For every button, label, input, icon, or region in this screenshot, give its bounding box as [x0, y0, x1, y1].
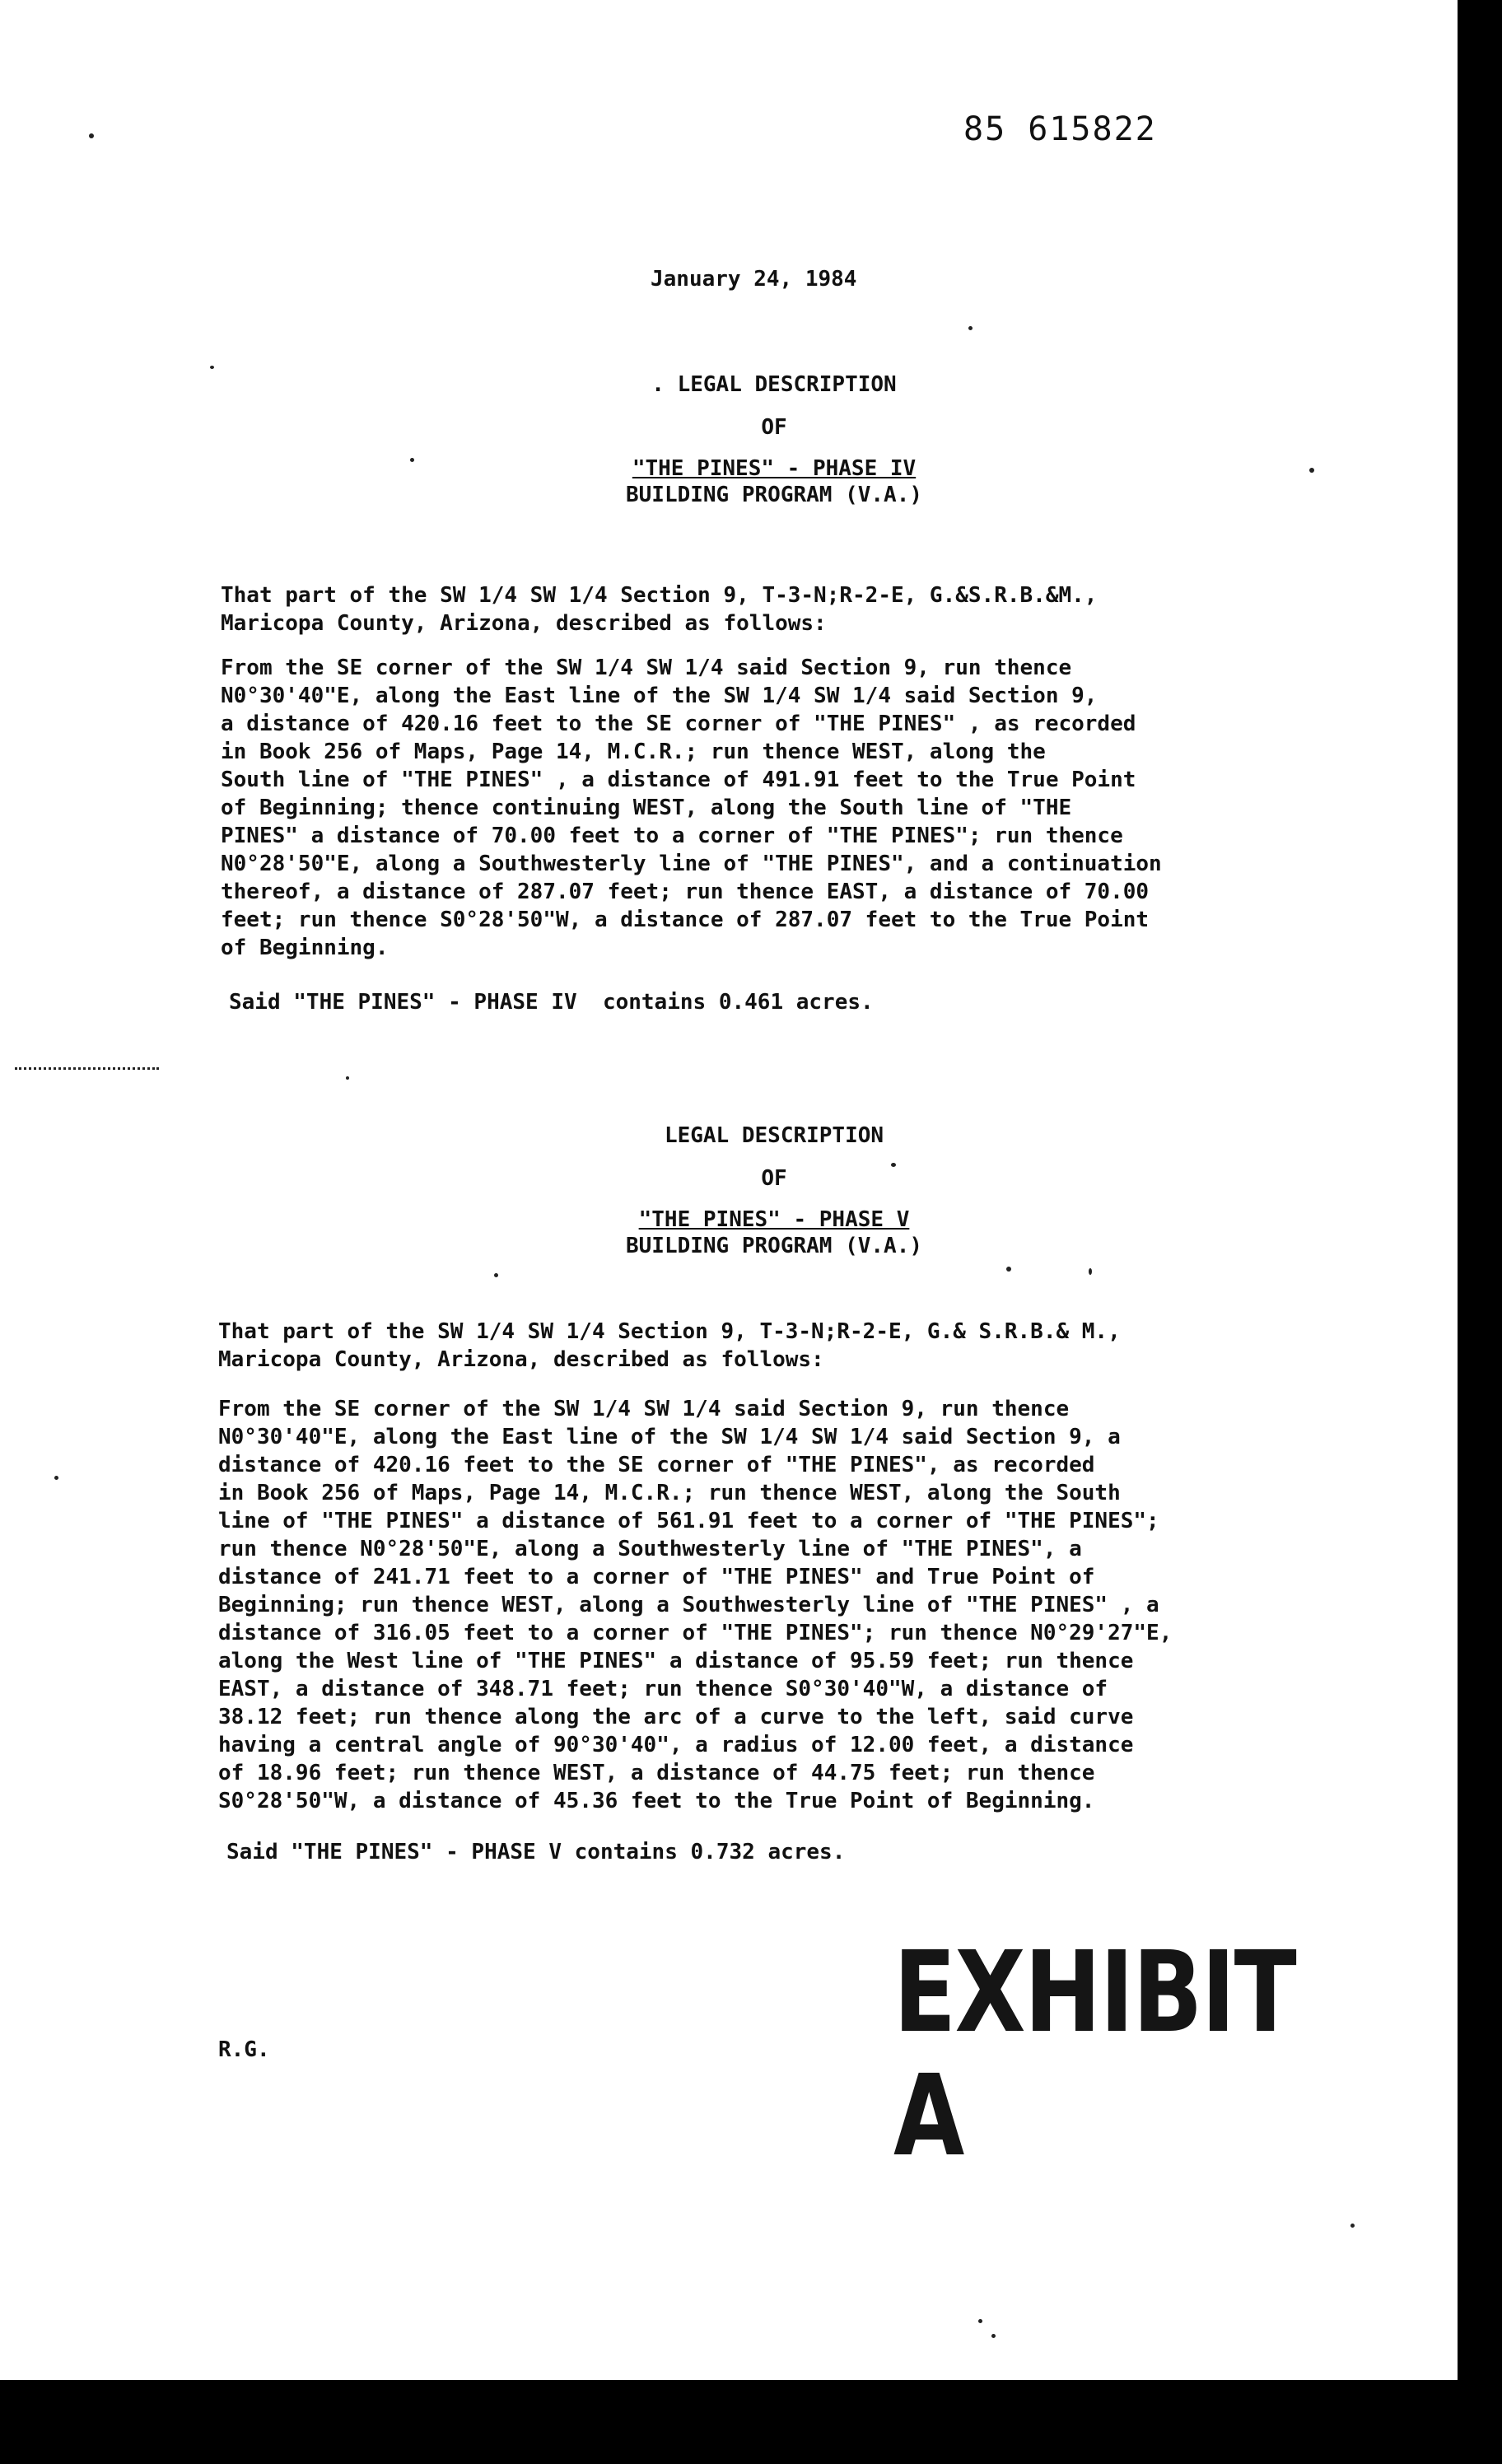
document-number: 85 615822	[963, 110, 1157, 148]
scan-dotted-mark	[15, 1067, 159, 1072]
scan-speck	[210, 366, 214, 369]
phase-iv-heading-of: OF	[761, 415, 787, 440]
phase-iv-heading-name	[486, 455, 1062, 483]
scan-speck	[891, 1163, 896, 1167]
scan-speck	[1089, 1268, 1092, 1275]
scan-speck	[54, 1476, 58, 1480]
exhibit-stamp: EXHIBIT A	[893, 1928, 1296, 2182]
scan-speck	[410, 458, 414, 462]
phase-v-description: From the SE corner of the SW 1/4 SW 1/4 said Section 9, run thence N0°30'40"E, along the East line of the SW 1/4 SW 1/4 said Section 9, a distance of 420.16 feet to the SE corner of "THE PINES", as recorded in Book 256 of Maps, Page 14, M.C.R.; run thence WEST, along the South line of "THE PINES" a distance of 561.91 feet to a corner of "THE PINES"; run thence N0°28'50"E, along a Southwesterly line of "THE PINES", a distance of 241.71 feet to a corner of "THE PINES" and True Point of Beginning; run thence WEST, along a Southwesterly line of "THE PINES" , a distance of 316.05 feet to a corner of "THE PINES"; run thence N0°29'27"E, along the West line of "THE PINES" a distance of 95.59 feet; run thence EAST, a distance of 348.71 feet; run thence S0°30'40"W, a distance of 38.12 feet; run thence along the arc of a curve to the left, said curve having a central angle of 90°30'40", a radius of 12.00 feet, a distance of 18.96 feet; run thence WEST, a distance of 44.75 feet; run thence S0°28'50"W, a distance of 45.36 feet to the True Point of Beginning.	[218, 1397, 1173, 1813]
phase-v-heading-name-text: "THE PINES" - PHASE V	[638, 1207, 910, 1232]
scan-speck	[978, 2319, 982, 2323]
phase-iv-description: From the SE corner of the SW 1/4 SW 1/4 said Section 9, run thence N0°30'40"E, along the East line of the SW 1/4 SW 1/4 said Section 9, a distance of 420.16 feet to the SE corner of "THE PINES" , as recorded in Book 256 of Maps, Page 14, M.C.R.; run thence WEST, along the South line of "THE PINES" , a distance of 491.91 feet to the True Point of Beginning; thence continuing WEST, along the South line of "THE PINES" a distance of 70.00 feet to a corner of "THE PINES"; run thence N0°28'50"E, along a Southwesterly line of "THE PINES", and a continuation thereof, a distance of 287.07 feet; run thence EAST, a distance of 70.00 feet; run thence S0°28'50"W, a distance of 287.07 feet to the True Point of Beginning.	[221, 656, 1162, 960]
scan-speck	[968, 326, 973, 330]
phase-v-heading-of: OF	[761, 1166, 787, 1191]
scan-speck	[1350, 2224, 1355, 2228]
phase-iv-heading-title: . LEGAL DESCRIPTION	[651, 372, 897, 397]
scan-speck	[89, 133, 94, 138]
document-date: January 24, 1984	[651, 267, 857, 292]
phase-iv-acreage: Said "THE PINES" - PHASE IV contains 0.461 acres.	[229, 990, 874, 1015]
phase-v-heading-program: BUILDING PROGRAM (V.A.)	[625, 1234, 923, 1258]
phase-iv-heading-name-text: "THE PINES" - PHASE IV	[632, 456, 917, 481]
initials: R.G.	[218, 2037, 270, 2062]
scan-speck	[1006, 1267, 1011, 1272]
phase-iv-intro: That part of the SW 1/4 SW 1/4 Section 9, T-3-N;R-2-E, G.&S.R.B.&M., Maricopa County, Arizona, described as follows:	[221, 583, 1098, 636]
scan-speck	[1309, 468, 1314, 473]
scan-speck	[346, 1076, 349, 1080]
phase-v-heading-title: LEGAL DESCRIPTION	[664, 1123, 884, 1148]
scan-speck	[991, 2334, 996, 2338]
phase-iv-heading-program: BUILDING PROGRAM (V.A.)	[625, 483, 923, 507]
phase-v-acreage: Said "THE PINES" - PHASE V contains 0.732 acres.	[226, 1840, 846, 1864]
scan-speck	[494, 1273, 498, 1277]
phase-v-heading-name	[486, 1206, 1062, 1234]
phase-v-intro: That part of the SW 1/4 SW 1/4 Section 9, T-3-N;R-2-E, G.& S.R.B.& M., Maricopa County, Arizona, described as follows:	[218, 1319, 1121, 1372]
